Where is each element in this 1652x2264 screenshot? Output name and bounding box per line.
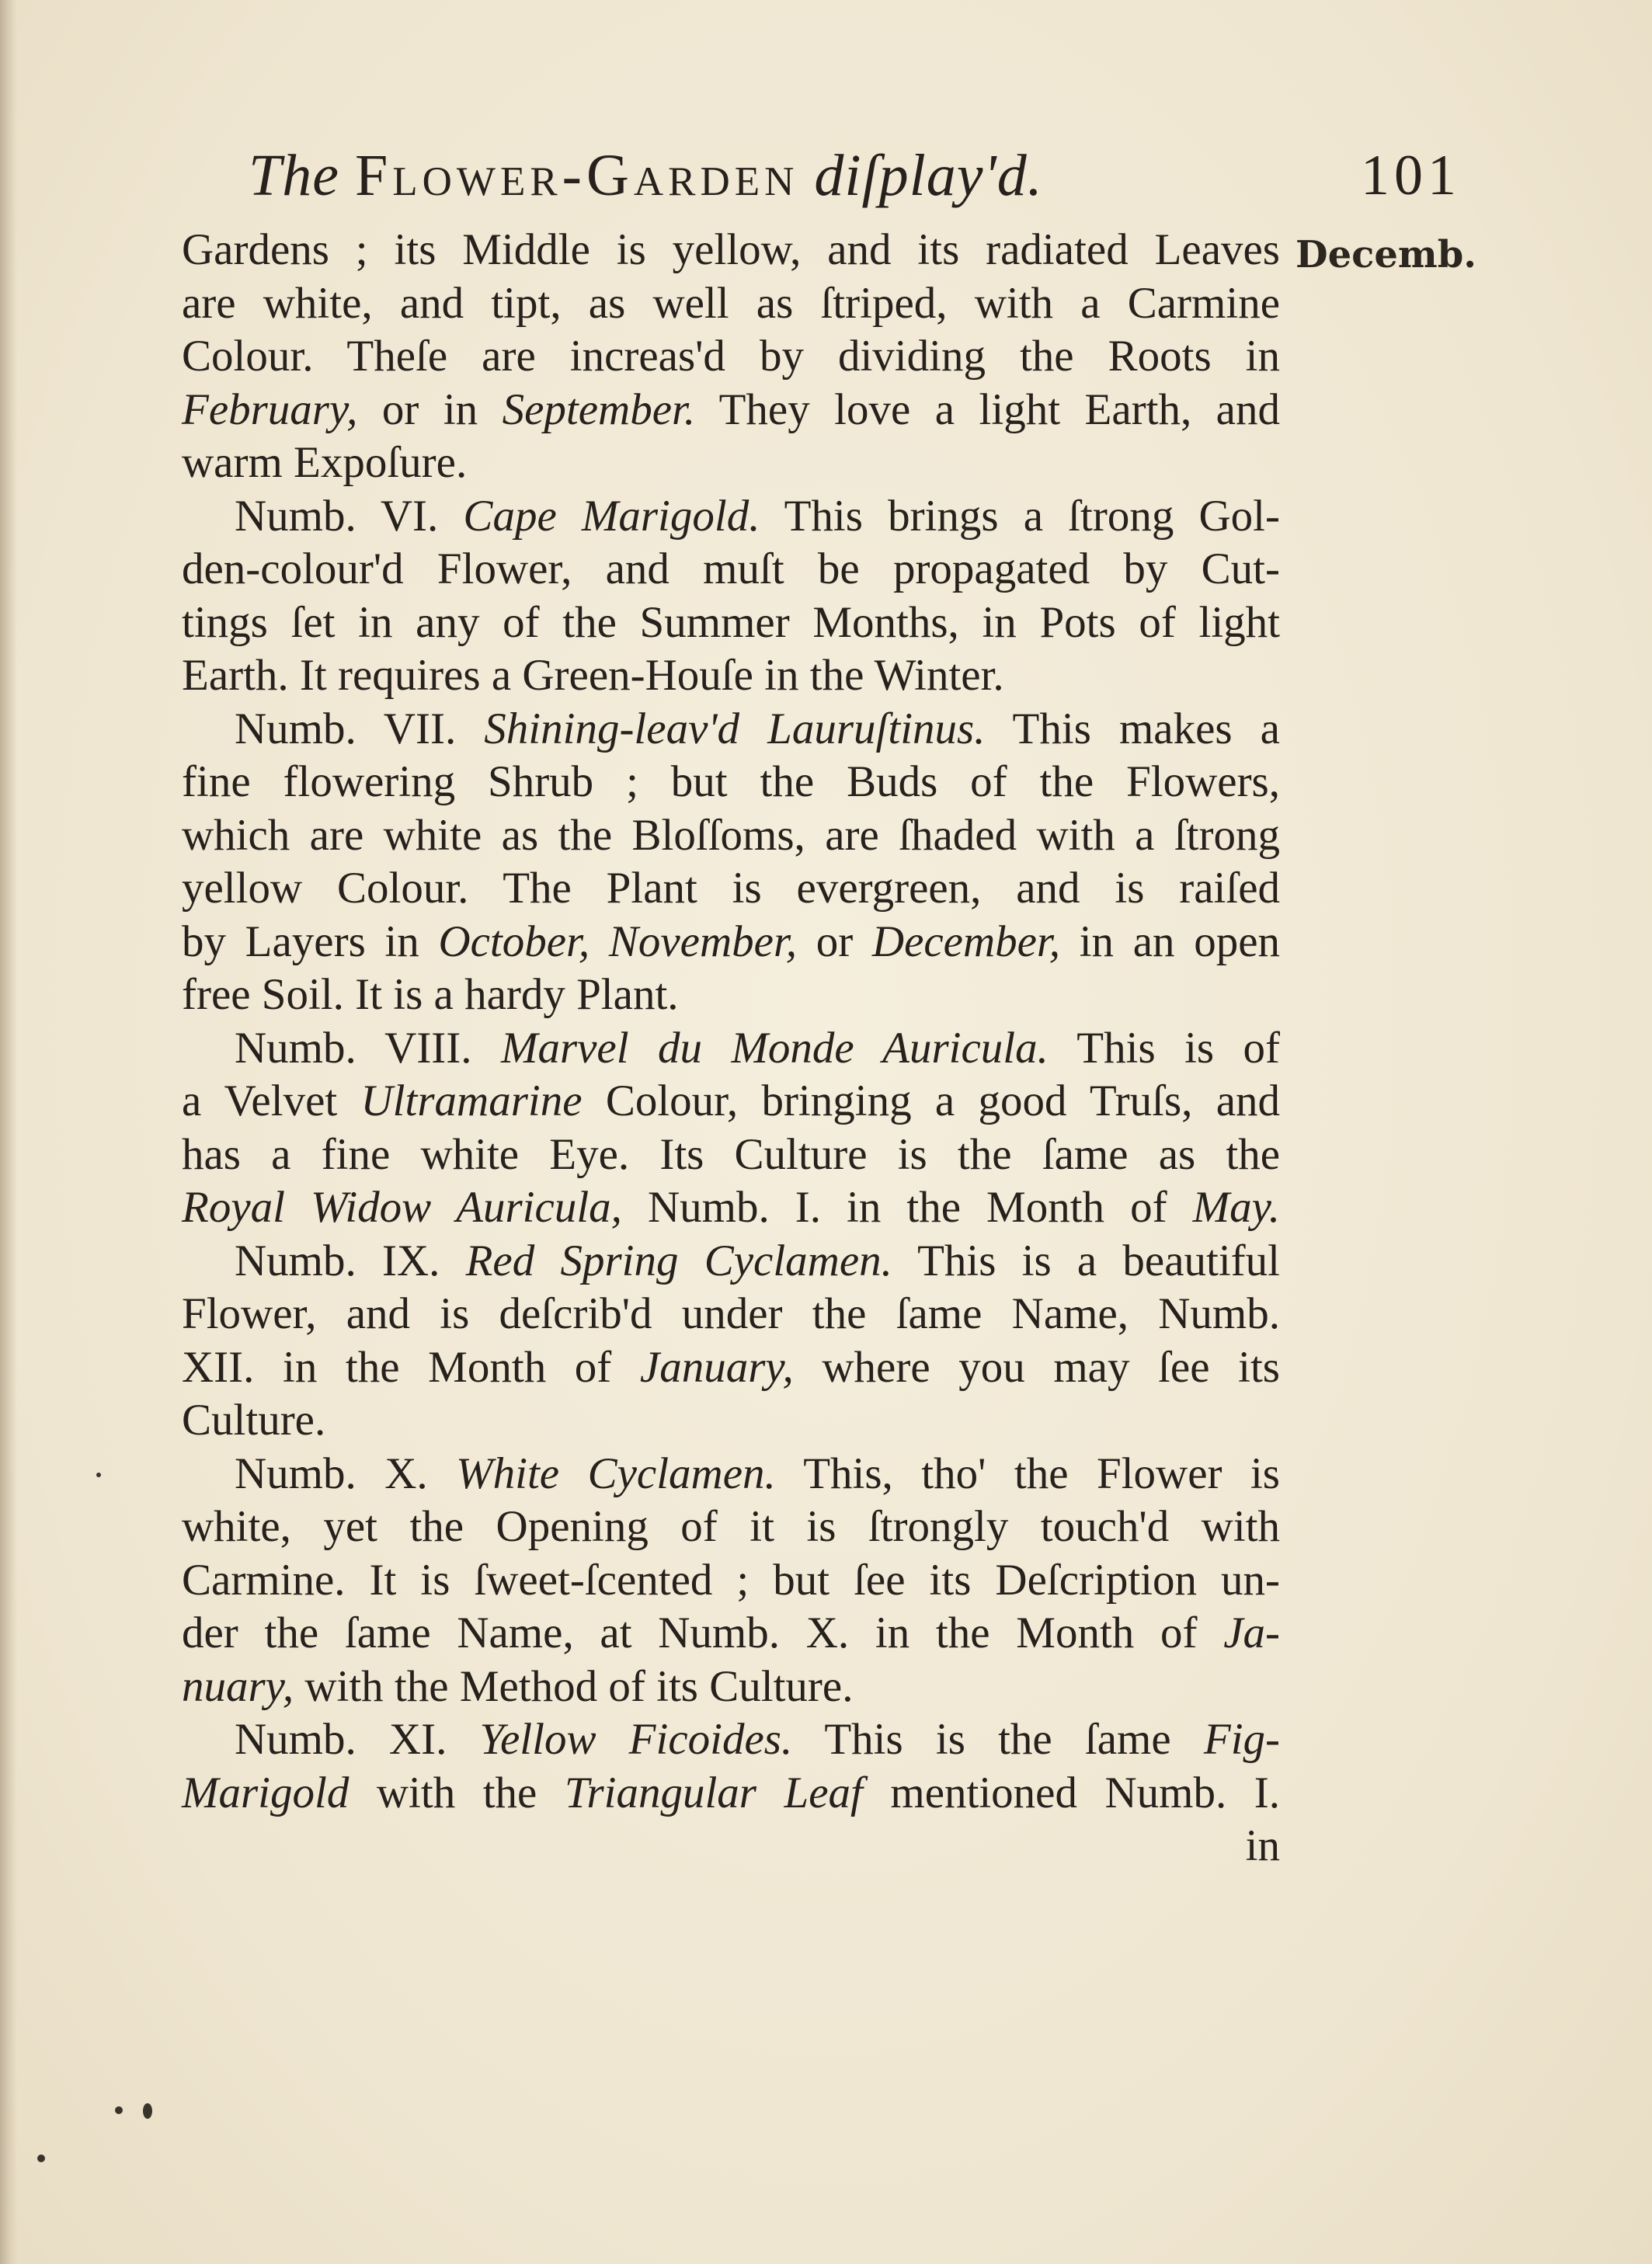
- text-line: [182, 1661, 1280, 1714]
- plant-name: Marvel du Monde Auricula.: [500, 1023, 1049, 1073]
- text-run: [590, 917, 609, 966]
- text-run: or in: [357, 384, 503, 434]
- italic-term: January,: [639, 1342, 794, 1392]
- italic-term: September.: [502, 384, 696, 434]
- italic-term: nuary,: [182, 1661, 294, 1711]
- plant-name: Yellow Ficoides.: [479, 1715, 793, 1764]
- paragraph-numb-viii: [182, 1022, 1280, 1076]
- text-line: Earth. It requires a Green-Houſe in the Winter.: [182, 651, 1004, 700]
- text-run: by Layers in: [182, 916, 439, 966]
- text-run: They love a light Earth, and: [695, 384, 1280, 434]
- text-line: warm Expoſure.: [182, 438, 468, 487]
- entry-number: Numb. VII.: [235, 704, 485, 753]
- italic-term: November,: [608, 916, 798, 966]
- plant-name: White Cyclamen.: [456, 1448, 776, 1498]
- text-line: [182, 1767, 1280, 1821]
- ink-speck: [96, 1473, 101, 1477]
- text-run: This, tho' the Flower is: [775, 1448, 1280, 1498]
- italic-term: May.: [1192, 1183, 1280, 1232]
- ink-speck: [115, 2106, 123, 2114]
- text-line: [182, 1341, 1280, 1395]
- text-line: Colour. Theſe are increas'd by dividing the Roots in: [182, 332, 1280, 381]
- text-line: den-colour'd Flower, and muſt be propagated by Cut-: [182, 544, 1280, 593]
- entry-number: Numb. XI.: [235, 1715, 480, 1764]
- text-line: yellow Colour. The Plant is evergreen, and is raiſed: [182, 864, 1280, 913]
- text-line: has a fine white Eye. Its Culture is the ſame as the: [182, 1129, 1280, 1179]
- text-run: This is the ſame: [792, 1715, 1204, 1764]
- italic-term: December,: [871, 916, 1061, 966]
- text-run: or: [797, 916, 872, 966]
- italic-term: Ja-: [1223, 1608, 1280, 1657]
- italic-term: Triangular Leaf: [564, 1768, 863, 1817]
- ink-speck: [37, 2154, 45, 2162]
- text-line: [182, 384, 1280, 437]
- text-line: [182, 916, 1280, 969]
- text-line: [182, 1075, 1280, 1129]
- text-run: with the Method of its Culture.: [294, 1661, 854, 1711]
- paragraph-numb-x: [182, 1448, 1280, 1501]
- text-run: This makes a: [985, 704, 1280, 753]
- italic-term: February,: [182, 384, 358, 434]
- paragraph-numb-vi: [182, 490, 1280, 544]
- plant-name: Red Spring Cyclamen.: [465, 1236, 892, 1285]
- text-run: This is of: [1048, 1023, 1281, 1073]
- text-line: fine flowering Shrub ; but the Buds of the Flowers,: [182, 757, 1280, 806]
- italic-term: October,: [438, 916, 590, 966]
- text-line: free Soil. It is a hardy Plant.: [182, 970, 679, 1019]
- italic-term: Ultramarine: [360, 1076, 583, 1125]
- plant-name: Cape Marigold.: [463, 491, 760, 541]
- text-line: Flower, and is deſcrib'd under the ſame Name, Numb.: [182, 1289, 1280, 1338]
- text-line: tings ſet in any of the Summer Months, in Pots of light: [182, 597, 1280, 647]
- text-line: [182, 1181, 1280, 1235]
- text-line: white, yet the Opening of it is ſtrongly touch'd with: [182, 1502, 1280, 1551]
- paragraph-numb-vii: [182, 703, 1280, 756]
- text-run: Colour, bringing a good Truſs, and: [582, 1076, 1280, 1125]
- margin-note-month: Decemb.: [1296, 233, 1476, 276]
- running-head-displayd: diſplay'd.: [814, 143, 1043, 208]
- text-run: in an open: [1060, 916, 1281, 966]
- ink-speck: [143, 2103, 152, 2119]
- text-run: where you may ſee its: [793, 1342, 1280, 1392]
- running-head-flower-garden: Flower-Garden: [355, 143, 799, 208]
- italic-term: Fig-: [1203, 1715, 1281, 1764]
- body-text: [182, 224, 1280, 1873]
- text-run: with the: [349, 1768, 565, 1817]
- text-run: This is a beautiful: [892, 1236, 1280, 1285]
- paragraph-numb-ix: [182, 1235, 1280, 1288]
- text-line: Gardens ; its Middle is yellow, and its radiated Leaves: [182, 225, 1280, 274]
- text-run: mentioned Numb. I.: [862, 1768, 1280, 1817]
- text-run: XII. in the Month of: [182, 1342, 640, 1392]
- text-line: Culture.: [182, 1396, 326, 1445]
- text-run: der the ſame Name, at Numb. X. in the Month of: [182, 1608, 1224, 1657]
- text-run: a Velvet: [182, 1076, 361, 1125]
- running-head-the: The: [249, 143, 339, 208]
- text-run: Numb. I. in the Month of: [621, 1183, 1193, 1232]
- text-line: which are white as the Bloſſoms, are ſhaded with a ſtrong: [182, 810, 1280, 860]
- page-gutter-shadow: [0, 0, 17, 2264]
- text-run: This brings a ſtrong Gol-: [760, 491, 1280, 541]
- page-number: 101: [1361, 144, 1461, 207]
- entry-number: Numb. VIII.: [235, 1023, 501, 1073]
- catchword: in: [1245, 1821, 1280, 1870]
- text-line: Carmine. It is ſweet-ſcented ; but ſee its Deſcription un-: [182, 1555, 1280, 1605]
- text-line: [182, 1607, 1280, 1661]
- entry-number: Numb. VI.: [235, 491, 464, 541]
- italic-term: Royal Widow Auricula,: [182, 1183, 622, 1232]
- entry-number: Numb. IX.: [235, 1236, 466, 1285]
- italic-term: Marigold: [182, 1768, 350, 1817]
- running-head: [249, 137, 1043, 214]
- paragraph-numb-xi: [182, 1713, 1280, 1767]
- entry-number: Numb. X.: [235, 1448, 457, 1498]
- plant-name: Shining-leav'd Lauruſtinus.: [484, 704, 986, 753]
- text-line: are white, and tipt, as well as ſtriped, with a Carmine: [182, 278, 1280, 328]
